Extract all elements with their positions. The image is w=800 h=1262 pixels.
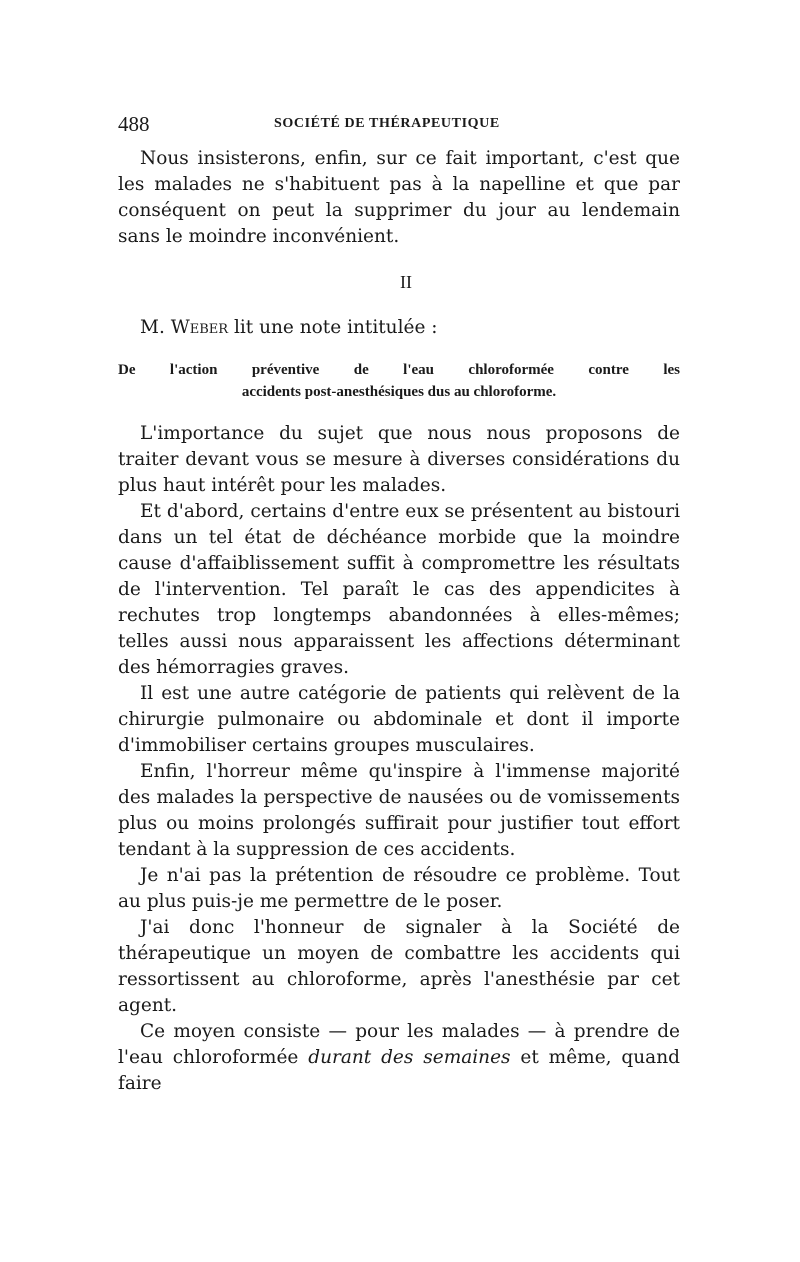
section-number: II <box>400 272 412 292</box>
body-paragraph: Et d'abord, certains d'entre eux se présentent au bistouri dans un tel état de déchéance morbide que la moindre cause d'affaiblissement suffit à compromettre les résultats de l'intervention. Tel paraît le cas des appendicites à rechutes trop longtemps abandonnées à elles-mêmes; telles aussi nous apparaissent les affections déterminant des hémorragies graves. <box>118 501 680 678</box>
document-page <box>118 112 680 1097</box>
page-number: 488 <box>118 112 150 136</box>
author-suffix: lit une note intitulée : <box>228 317 438 338</box>
running-header <box>118 112 680 146</box>
body-paragraph: L'importance du sujet que nous nous proposons de traiter devant vous se mesure à diverses considérations du plus haut intérêt pour les malades. <box>118 423 680 496</box>
author-line <box>118 315 680 341</box>
running-header-title: SOCIÉTÉ DE THÉRAPEUTIQUE <box>274 116 500 131</box>
last-paragraph <box>118 1019 680 1097</box>
body-paragraph: Enfin, l'horreur même qu'inspire à l'immense majorité des malades la perspective de nausées ou de vomissements plus ou moins prolongés suffirait pour justifier tout effort tendant à la suppression de ces accidents. <box>118 761 680 860</box>
last-paragraph-italic: durant des semaines <box>308 1047 511 1068</box>
body-paragraph: Il est une autre catégorie de patients qui relèvent de la chirurgie pulmonaire ou abdominale et dont il importe d'immobiliser certains groupes musculaires. <box>118 683 680 756</box>
article-title <box>118 359 680 403</box>
last-paragraph-text: Ce moyen consiste — pour les malades — à prendre de l'eau chloroformée <box>118 1021 680 1068</box>
body-paragraph: J'ai donc l'honneur de signaler à la Société de thérapeutique un moyen de combattre les accidents qui ressortissent au chloroforme, après l'anesthésie par cet agent. <box>118 917 680 1016</box>
author-name: Weber <box>170 317 229 338</box>
article-title-line-1: De l'action préventive de l'eau chloroformée contre les <box>118 362 680 378</box>
author-prefix: M. <box>140 317 171 338</box>
last-paragraph-end: et même, quand faire <box>118 1047 680 1094</box>
body-paragraph: Je n'ai pas la prétention de résoudre ce problème. Tout au plus puis-je me permettre de le poser. <box>118 865 680 912</box>
article-title-line-2: accidents post-anesthésiques dus au chloroforme. <box>241 384 557 400</box>
intro-paragraph: Nous insisterons, enfin, sur ce fait important, c'est que les malades ne s'habituent pas à la napelline et que par conséquent on peut la supprimer du jour au lendemain sans le moindre inconvénient. <box>118 148 680 247</box>
